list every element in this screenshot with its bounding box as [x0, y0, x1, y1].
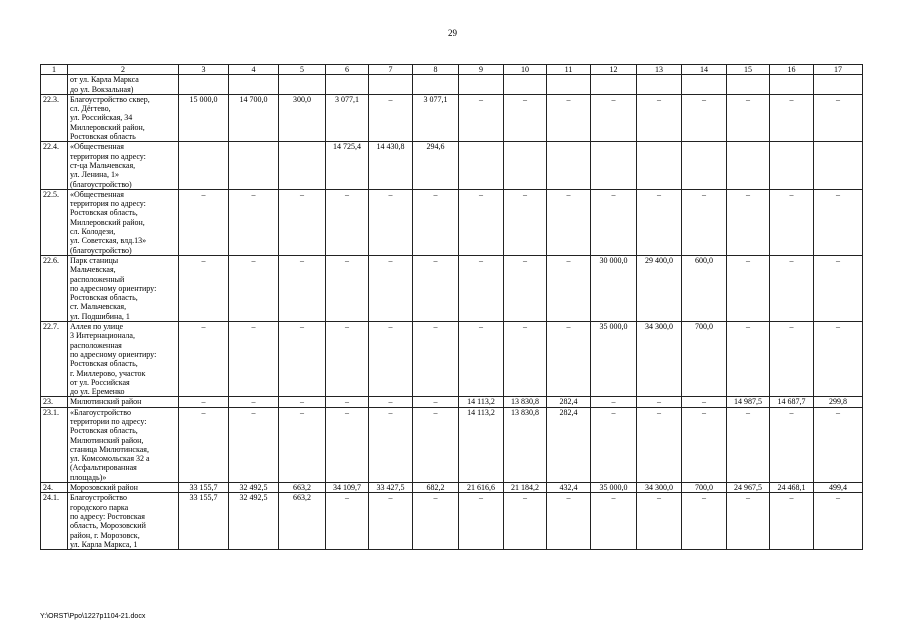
row-number-cell: 22.7.	[41, 322, 68, 397]
value-cell: –	[459, 94, 504, 141]
budget-table	[40, 64, 863, 550]
value-cell: –	[727, 94, 770, 141]
row-name-line: «Общественная	[70, 189, 124, 199]
value-cell: 35 000,0	[591, 322, 637, 397]
value-cell: –	[459, 493, 504, 550]
value-cell: –	[591, 94, 637, 141]
column-header: 9	[459, 65, 504, 75]
footer-file-path: Y:\ORST\Ppo\1227p1104-21.docx	[40, 613, 146, 620]
row-number-cell: 22.3.	[41, 94, 68, 141]
value-cell: 682,2	[413, 483, 459, 493]
row-name-cell	[68, 407, 179, 482]
value-cell	[326, 75, 369, 95]
value-cell: –	[369, 322, 413, 397]
value-cell: –	[279, 189, 326, 255]
row-name-line: Ростовская область,	[70, 208, 138, 218]
value-cell: –	[279, 322, 326, 397]
value-cell: –	[229, 322, 279, 397]
value-cell: 14 700,0	[229, 94, 279, 141]
row-name-line: Ростовская область	[70, 132, 136, 142]
value-cell: –	[413, 407, 459, 482]
value-cell: 32 492,5	[229, 483, 279, 493]
value-cell: 33 427,5	[369, 483, 413, 493]
value-cell: –	[637, 94, 682, 141]
value-cell: –	[413, 397, 459, 407]
column-header: 4	[229, 65, 279, 75]
value-cell	[682, 75, 727, 95]
row-name-cell	[68, 493, 179, 550]
row-name-cell	[68, 255, 179, 321]
row-number-cell: 23.	[41, 397, 68, 407]
value-cell: –	[547, 189, 591, 255]
value-cell	[637, 142, 682, 189]
value-cell: –	[727, 255, 770, 321]
table-row	[41, 322, 863, 397]
value-cell: –	[637, 189, 682, 255]
value-cell: –	[504, 94, 547, 141]
value-cell: 13 830,8	[504, 397, 547, 407]
value-cell: –	[591, 189, 637, 255]
row-name-line: «Общественная	[70, 142, 124, 152]
value-cell: 34 300,0	[637, 322, 682, 397]
value-cell: 663,2	[279, 483, 326, 493]
value-cell: –	[179, 255, 229, 321]
value-cell: –	[770, 189, 814, 255]
table-row	[41, 189, 863, 255]
value-cell: –	[682, 407, 727, 482]
table-row	[41, 483, 863, 493]
value-cell: –	[229, 397, 279, 407]
table-row	[41, 94, 863, 141]
value-cell: 700,0	[682, 322, 727, 397]
row-name-line: Аллея по улице	[70, 322, 124, 332]
column-header: 11	[547, 65, 591, 75]
value-cell: 21 184,2	[504, 483, 547, 493]
column-header: 10	[504, 65, 547, 75]
value-cell	[547, 142, 591, 189]
value-cell: 14 430,8	[369, 142, 413, 189]
column-header: 3	[179, 65, 229, 75]
value-cell: –	[413, 255, 459, 321]
column-header: 6	[326, 65, 369, 75]
value-cell: –	[369, 397, 413, 407]
value-cell: –	[727, 407, 770, 482]
row-name-line: Морозовский район	[70, 483, 138, 493]
value-cell: –	[279, 407, 326, 482]
value-cell	[504, 75, 547, 95]
row-name-line: Благоустройство сквер,	[70, 94, 150, 104]
row-name-line: ул. Российская, 34	[70, 113, 133, 123]
row-name-cell	[68, 322, 179, 397]
value-cell	[814, 75, 863, 95]
row-name-line: по адресному ориентиру:	[70, 283, 157, 293]
value-cell: –	[369, 189, 413, 255]
value-cell: –	[504, 189, 547, 255]
row-name-line: «Благоустройство	[70, 407, 132, 417]
value-cell	[682, 142, 727, 189]
value-cell: 30 000,0	[591, 255, 637, 321]
value-cell: 600,0	[682, 255, 727, 321]
row-name-line: площадь)»	[70, 472, 107, 482]
value-cell: 282,4	[547, 407, 591, 482]
value-cell: 3 077,1	[413, 94, 459, 141]
value-cell: 29 400,0	[637, 255, 682, 321]
value-cell: –	[459, 322, 504, 397]
row-name-line: (Асфальтированная	[70, 463, 137, 473]
value-cell: –	[326, 322, 369, 397]
value-cell: –	[682, 493, 727, 550]
row-name-line: Миллеровский район,	[70, 217, 145, 227]
row-name-line: городского парка	[70, 502, 129, 512]
value-cell: 24 967,5	[727, 483, 770, 493]
value-cell	[369, 75, 413, 95]
table-row	[41, 407, 863, 482]
row-name-line: территория по адресу:	[70, 151, 146, 161]
row-name-line: расположенная	[70, 340, 122, 350]
value-cell: 34 109,7	[326, 483, 369, 493]
value-cell	[413, 75, 459, 95]
value-cell: 33 155,7	[179, 483, 229, 493]
row-name-line: Ростовская область,	[70, 293, 138, 303]
value-cell: –	[369, 407, 413, 482]
row-number-cell: 22.4.	[41, 142, 68, 189]
value-cell: –	[770, 322, 814, 397]
value-cell	[770, 142, 814, 189]
row-name-cell	[68, 142, 179, 189]
row-name-line: Милютинский район,	[70, 435, 144, 445]
value-cell	[770, 75, 814, 95]
table-row	[41, 493, 863, 550]
value-cell: 32 492,5	[229, 493, 279, 550]
value-cell: –	[770, 493, 814, 550]
value-cell: –	[727, 493, 770, 550]
value-cell: –	[682, 189, 727, 255]
row-name-cell	[68, 75, 179, 95]
row-name-cell	[68, 397, 179, 407]
row-number-cell: 23.1.	[41, 407, 68, 482]
column-header: 14	[682, 65, 727, 75]
value-cell: –	[547, 493, 591, 550]
row-number-cell: 22.6.	[41, 255, 68, 321]
value-cell: 33 155,7	[179, 493, 229, 550]
value-cell: –	[770, 94, 814, 141]
value-cell: 700,0	[682, 483, 727, 493]
value-cell	[229, 142, 279, 189]
row-name-line: от ул. Российская	[70, 377, 130, 387]
value-cell: –	[413, 493, 459, 550]
value-cell: 299,8	[814, 397, 863, 407]
value-cell: –	[326, 397, 369, 407]
value-cell: –	[279, 255, 326, 321]
row-name-line: от ул. Карла Маркса	[70, 75, 139, 85]
value-cell: –	[179, 189, 229, 255]
value-cell	[279, 75, 326, 95]
value-cell: –	[591, 397, 637, 407]
row-name-line: Милютинский район	[70, 397, 142, 407]
row-name-line: Благоустройство	[70, 493, 128, 503]
row-name-line: Ростовская область,	[70, 359, 138, 369]
value-cell	[637, 75, 682, 95]
value-cell: –	[814, 493, 863, 550]
row-name-line: расположенный	[70, 274, 125, 284]
value-cell: –	[229, 255, 279, 321]
value-cell: –	[682, 397, 727, 407]
value-cell: –	[591, 407, 637, 482]
value-cell: 499,4	[814, 483, 863, 493]
table-row	[41, 75, 863, 95]
value-cell: –	[229, 189, 279, 255]
value-cell: –	[591, 493, 637, 550]
value-cell: 21 616,6	[459, 483, 504, 493]
value-cell: –	[814, 189, 863, 255]
value-cell: –	[413, 189, 459, 255]
value-cell: 24 468,1	[770, 483, 814, 493]
value-cell: –	[326, 189, 369, 255]
page-number: 29	[448, 28, 457, 38]
value-cell: –	[547, 94, 591, 141]
value-cell: –	[179, 397, 229, 407]
header-row	[41, 65, 863, 75]
value-cell: –	[770, 255, 814, 321]
row-name-cell	[68, 189, 179, 255]
value-cell: –	[637, 407, 682, 482]
row-name-line: станица Милютинская,	[70, 444, 149, 454]
value-cell	[547, 75, 591, 95]
value-cell: –	[814, 407, 863, 482]
value-cell	[229, 75, 279, 95]
column-header: 2	[68, 65, 179, 75]
value-cell: –	[637, 397, 682, 407]
row-name-line: территория по адресу:	[70, 199, 146, 209]
value-cell: –	[369, 94, 413, 141]
column-header: 5	[279, 65, 326, 75]
column-header: 16	[770, 65, 814, 75]
value-cell: 34 300,0	[637, 483, 682, 493]
value-cell: 432,4	[547, 483, 591, 493]
row-name-line: ул. Советская, влд.13»	[70, 236, 147, 246]
value-cell	[727, 142, 770, 189]
row-number-cell: 22.5.	[41, 189, 68, 255]
value-cell: –	[547, 322, 591, 397]
value-cell: –	[459, 189, 504, 255]
value-cell: –	[770, 407, 814, 482]
column-header: 12	[591, 65, 637, 75]
row-name-line: 3 Интернационала,	[70, 331, 135, 341]
value-cell	[179, 75, 229, 95]
row-name-line: сл. Колодези,	[70, 227, 116, 237]
column-header: 13	[637, 65, 682, 75]
table-row	[41, 397, 863, 407]
value-cell: 14 725,4	[326, 142, 369, 189]
row-name-line: ул. Комсомольская 32 а	[70, 454, 150, 464]
value-cell: –	[727, 322, 770, 397]
row-name-line: ул. Карла Маркса, 1	[70, 539, 138, 549]
row-name-line: сл. Дёгтево,	[70, 104, 111, 114]
row-name-line: ст. Мальчевская,	[70, 302, 127, 312]
row-name-line: ул. Ленина, 1»	[70, 170, 119, 180]
value-cell	[504, 142, 547, 189]
row-name-line: Мальчевская,	[70, 265, 116, 275]
value-cell: –	[326, 493, 369, 550]
row-name-line: до ул. Еременко	[70, 387, 125, 397]
value-cell: –	[459, 255, 504, 321]
row-number-cell: 24.1.	[41, 493, 68, 550]
value-cell	[727, 75, 770, 95]
value-cell: 294,6	[413, 142, 459, 189]
value-cell	[591, 75, 637, 95]
value-cell: –	[413, 322, 459, 397]
value-cell: 3 077,1	[326, 94, 369, 141]
value-cell: 15 000,0	[179, 94, 229, 141]
value-cell: 663,2	[279, 493, 326, 550]
value-cell: –	[179, 322, 229, 397]
value-cell: –	[727, 189, 770, 255]
value-cell	[814, 142, 863, 189]
row-name-line: область, Морозовский	[70, 521, 146, 531]
row-number-cell: 24.	[41, 483, 68, 493]
column-header: 8	[413, 65, 459, 75]
value-cell	[591, 142, 637, 189]
value-cell: 14 113,2	[459, 407, 504, 482]
column-header: 17	[814, 65, 863, 75]
value-cell: –	[326, 255, 369, 321]
value-cell: –	[179, 407, 229, 482]
value-cell: 14 687,7	[770, 397, 814, 407]
value-cell: –	[682, 94, 727, 141]
value-cell: 14 113,2	[459, 397, 504, 407]
table-row	[41, 142, 863, 189]
value-cell	[279, 142, 326, 189]
column-header: 7	[369, 65, 413, 75]
value-cell: –	[369, 255, 413, 321]
row-name-line: г. Миллерово, участок	[70, 368, 146, 378]
row-name-line: Миллеровский район,	[70, 122, 145, 132]
value-cell	[459, 75, 504, 95]
value-cell	[459, 142, 504, 189]
row-name-line: по адресному ориентиру:	[70, 349, 157, 359]
row-name-line: по адресу: Ростовская	[70, 511, 145, 521]
value-cell: –	[814, 94, 863, 141]
value-cell: –	[814, 255, 863, 321]
row-name-cell	[68, 94, 179, 141]
value-cell: –	[547, 255, 591, 321]
value-cell: –	[279, 397, 326, 407]
row-number-cell	[41, 75, 68, 95]
value-cell: 13 830,8	[504, 407, 547, 482]
value-cell: –	[504, 322, 547, 397]
row-name-line: территории по адресу:	[70, 416, 147, 426]
value-cell: –	[326, 407, 369, 482]
value-cell: 300,0	[279, 94, 326, 141]
value-cell: 14 987,5	[727, 397, 770, 407]
value-cell: –	[504, 255, 547, 321]
value-cell: –	[504, 493, 547, 550]
value-cell: 35 000,0	[591, 483, 637, 493]
row-name-line: ул. Подшибина, 1	[70, 311, 130, 321]
column-header: 1	[41, 65, 68, 75]
value-cell: –	[814, 322, 863, 397]
row-name-line: (благоустройство)	[70, 245, 132, 255]
row-name-line: Парк станицы	[70, 255, 119, 265]
row-name-line: (благоустройство)	[70, 179, 132, 189]
value-cell: –	[369, 493, 413, 550]
row-name-cell	[68, 483, 179, 493]
value-cell: –	[229, 407, 279, 482]
row-name-line: ст-ца Мальчевская,	[70, 160, 136, 170]
row-name-line: район, г. Морозовск,	[70, 530, 140, 540]
table-row	[41, 255, 863, 321]
value-cell: –	[637, 493, 682, 550]
value-cell	[179, 142, 229, 189]
column-header: 15	[727, 65, 770, 75]
row-name-line: до ул. Вокзальная)	[70, 84, 134, 94]
value-cell: 282,4	[547, 397, 591, 407]
row-name-line: Ростовская область,	[70, 426, 138, 436]
